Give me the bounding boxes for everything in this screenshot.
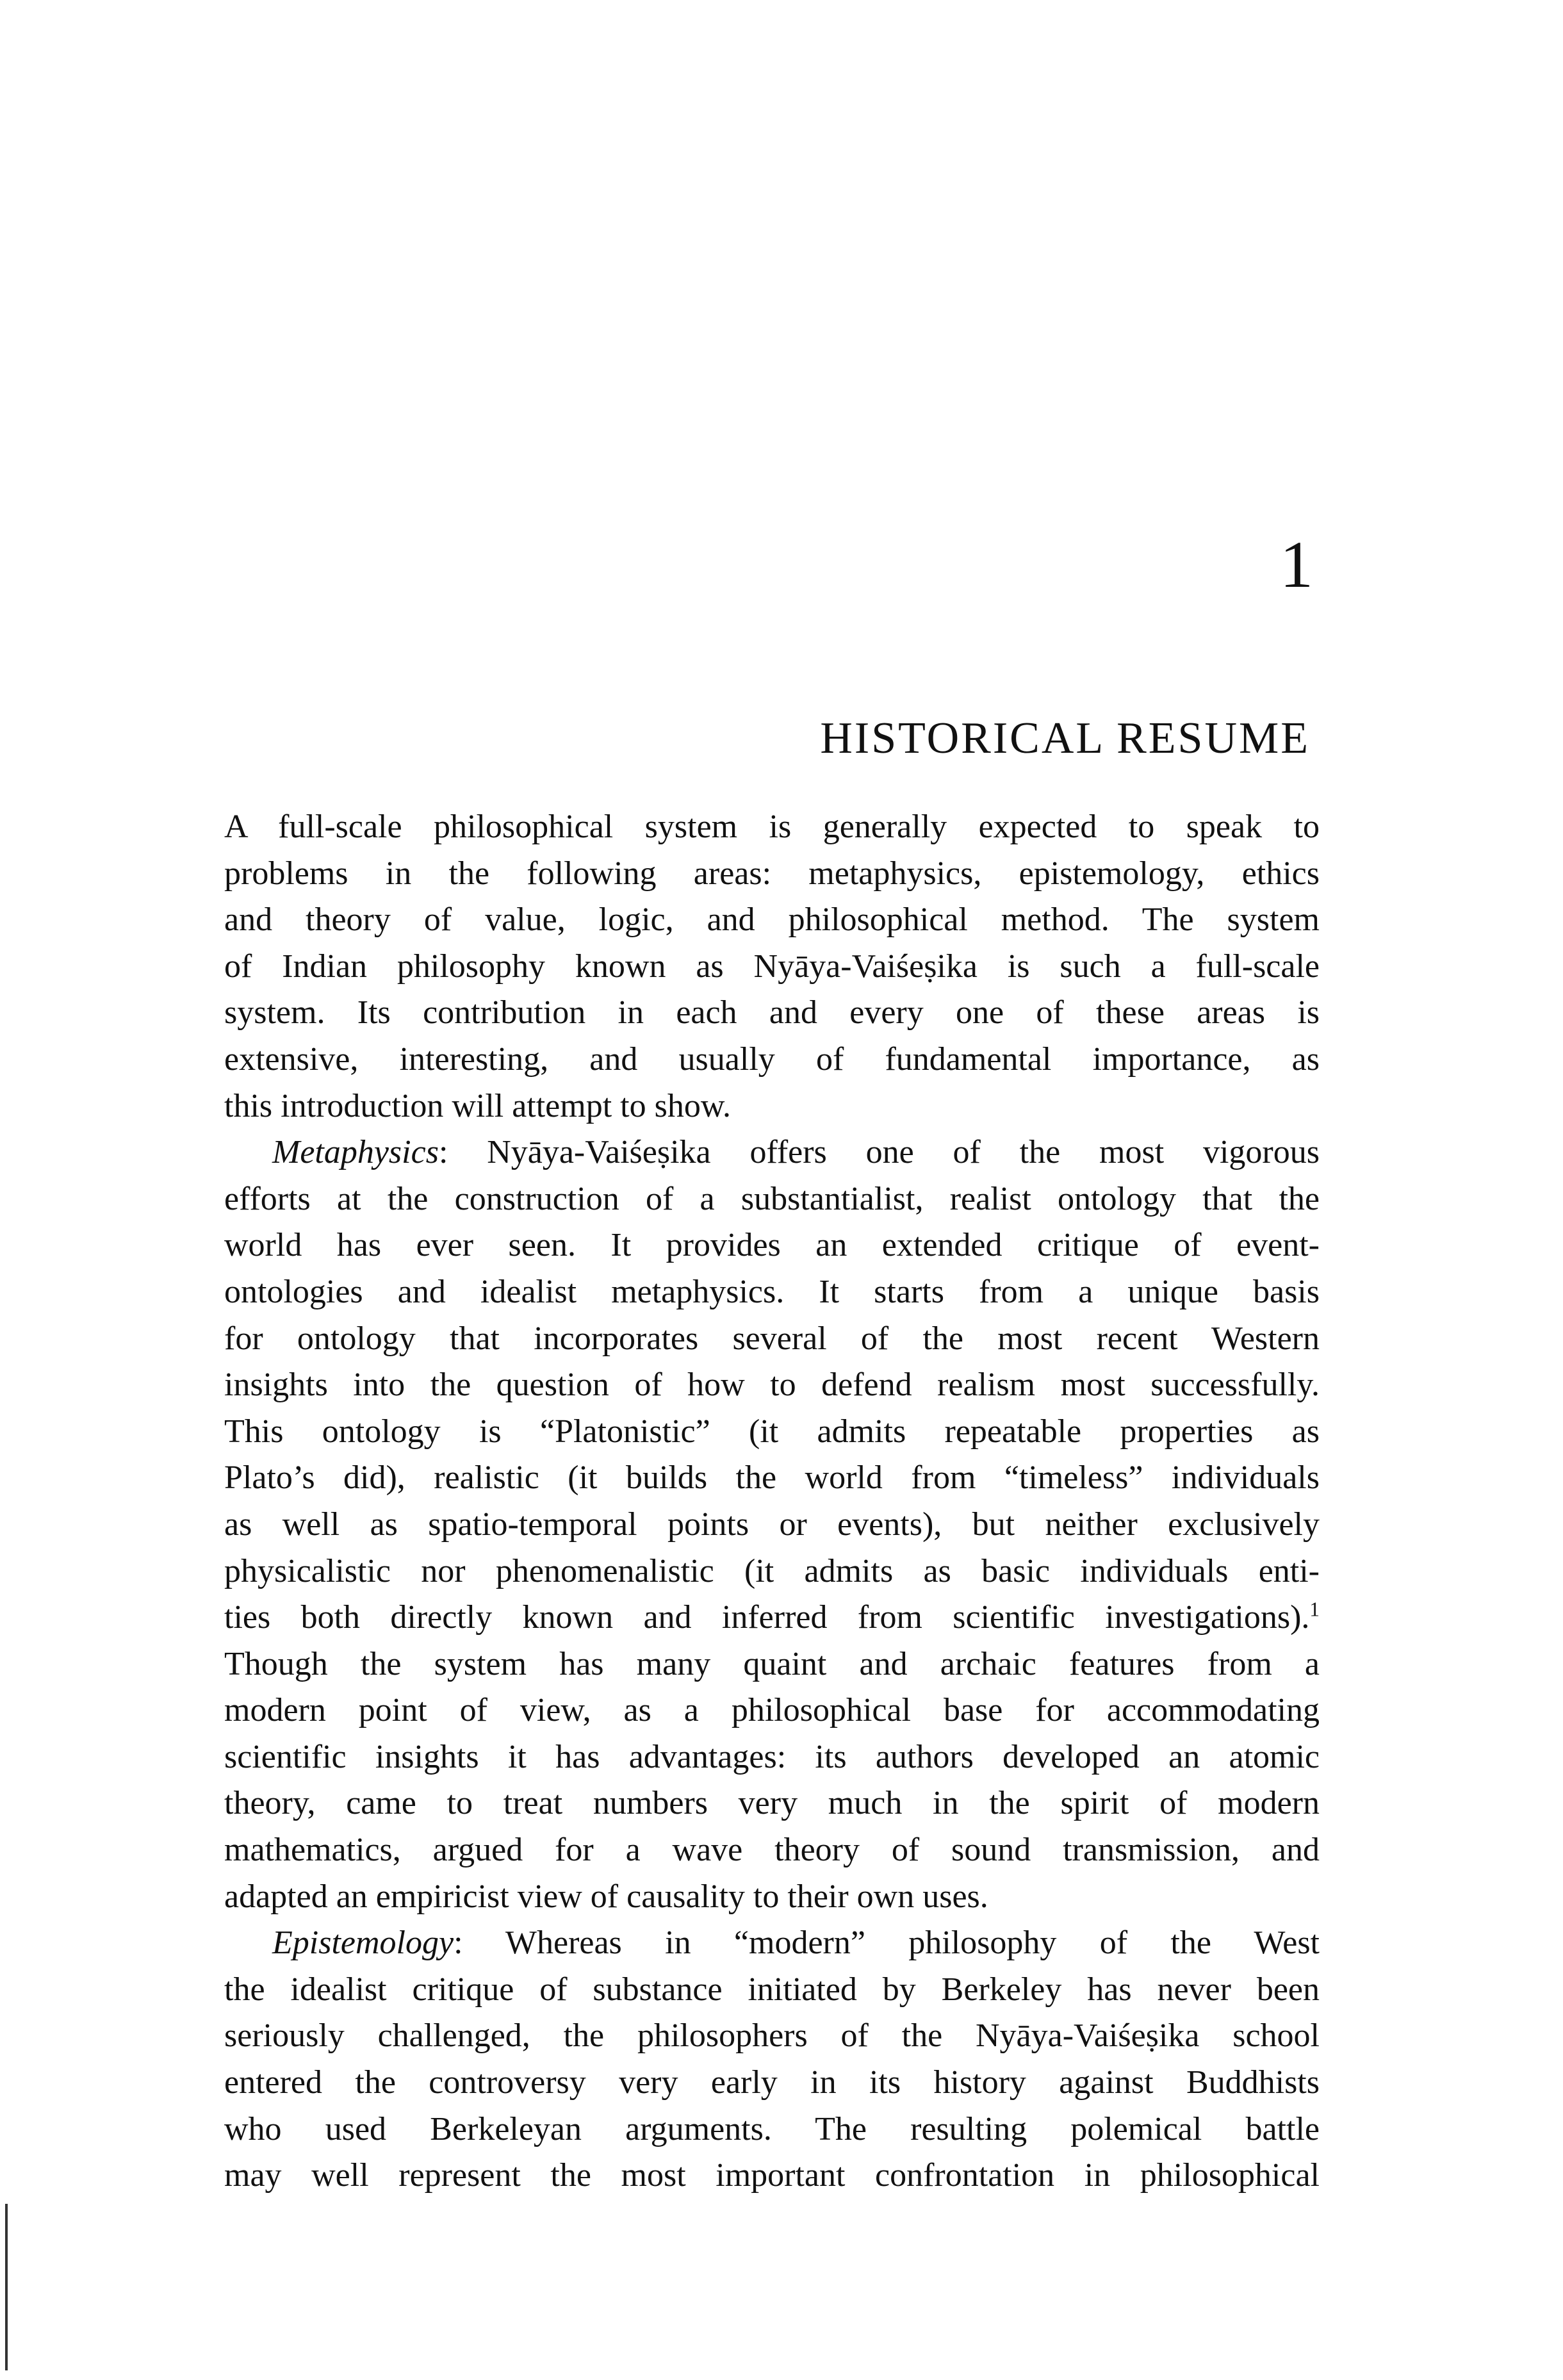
text-line — [224, 1920, 1320, 1967]
text-line: theory, came to treat numbers very much in the spirit of modern — [224, 1785, 1320, 1822]
scan-edge-mark — [5, 2204, 8, 2370]
text-line: entered the controversy very early in its history against Buddhists — [224, 2064, 1320, 2101]
chapter-number: 1 — [1280, 528, 1313, 602]
text-line: world has ever seen. It provides an extended critique of event- — [224, 1227, 1320, 1264]
text-line: this introduction will attempt to show. — [224, 1087, 732, 1124]
text-line: A full-scale philosophical system is generally expected to speak to — [224, 808, 1320, 845]
text-line: for ontology that incorporates several of the most recent Western — [224, 1320, 1320, 1357]
text-line: Plato’s did), realistic (it builds the world from “timeless” individuals — [224, 1459, 1320, 1497]
text-line: extensive, interesting, and usually of fundamental importance, as — [224, 1040, 1320, 1078]
text-line: and theory of value, logic, and philosophical method. The system — [224, 901, 1320, 939]
text-line: scientific insights it has advantages: its authors developed an atomic — [224, 1738, 1320, 1775]
text-line — [224, 1129, 1320, 1176]
text-line: insights into the question of how to defend realism most successfully. — [224, 1366, 1320, 1404]
text-line: physicalistic nor phenomenalistic (it admits as basic individuals enti- — [224, 1552, 1320, 1589]
text-line: This ontology is “Platonistic” (it admits repeatable properties as — [224, 1413, 1320, 1450]
section-lead: Epistemology — [272, 1925, 454, 1962]
text-line: problems in the following areas: metaphysics, epistemology, ethics — [224, 855, 1320, 892]
footnote-ref[interactable]: 1 — [1309, 1598, 1320, 1621]
text-line: Though the system has many quaint and archaic features from a — [224, 1645, 1320, 1682]
section-lead: Metaphysics — [272, 1134, 439, 1171]
text-line: may well represent the most important confrontation in philosophical — [224, 2157, 1320, 2194]
text-line — [224, 1595, 1320, 1641]
text-line: who used Berkeleyan arguments. The resulting polemical battle — [224, 2110, 1320, 2147]
text-line: modern point of view, as a philosophical base for accommodating — [224, 1692, 1320, 1729]
text-line: adapted an empiricist view of causality to their own uses. — [224, 1878, 988, 1915]
text-line: of Indian philosophy known as Nyāya-Vaiśeṣika is such a full-scale — [224, 948, 1320, 985]
body-text — [224, 804, 1320, 2199]
text-line-content: ties both directly known and inferred from scientific investigations). — [224, 1599, 1310, 1636]
text-line: the idealist critique of substance initiated by Berkeley has never been — [224, 1971, 1320, 2008]
text-line: ontologies and idealist metaphysics. It starts from a unique basis — [224, 1273, 1320, 1310]
text-line: as well as spatio-temporal points or events), but neither exclusively — [224, 1506, 1320, 1543]
chapter-title: HISTORICAL RESUME — [820, 714, 1310, 763]
text-line: seriously challenged, the philosophers of the Nyāya-Vaiśeṣika school — [224, 2017, 1320, 2055]
text-line-rest: : Nyāya-Vaiśeṣika offers one of the most vigorous — [438, 1134, 1320, 1171]
text-line: efforts at the construction of a substantialist, realist ontology that the — [224, 1180, 1320, 1217]
text-line: system. Its contribution in each and every one of these areas is — [224, 994, 1320, 1031]
text-line-rest: : Whereas in “modern” philosophy of the West — [454, 1925, 1320, 1962]
text-line: mathematics, argued for a wave theory of sound transmission, and — [224, 1832, 1320, 1869]
